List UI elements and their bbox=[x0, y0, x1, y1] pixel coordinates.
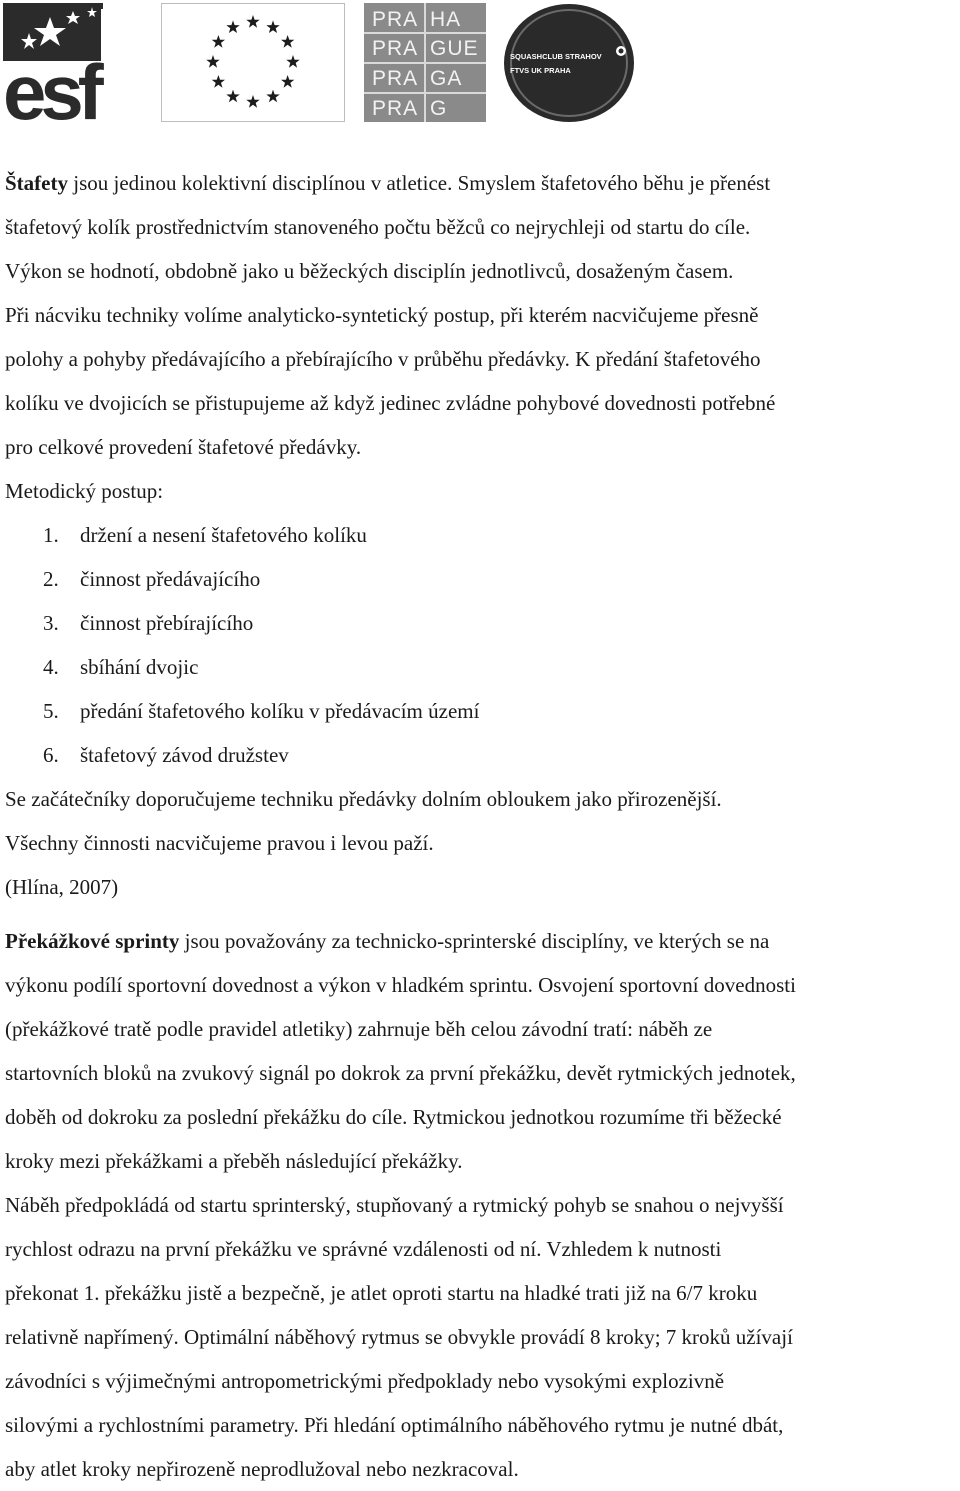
eu-star-icon bbox=[266, 20, 279, 33]
paragraph-line: relativně napřímený. Optimální náběhový rytmus se obvykle provádí 8 kroky; 7 kroků užívají bbox=[5, 1325, 793, 1349]
praha-divider bbox=[364, 92, 486, 94]
term-heading: Překážkové sprinty bbox=[5, 929, 180, 953]
paragraph-line: pro celkové provedení štafetové předávky. bbox=[5, 435, 362, 459]
praha-divider bbox=[364, 62, 486, 64]
list-number: 6. bbox=[43, 743, 59, 767]
paragraph-line: polohy a pohyby předávajícího a přebírajícího v průběhu předávky. K předání štafetového bbox=[5, 347, 761, 371]
paragraph-line: štafetový kolík prostřednictvím stanoveného počtu běžců co nejrychleji od startu do cíle. bbox=[5, 215, 751, 239]
eu-star-icon bbox=[212, 75, 225, 88]
paragraph-line: Se začátečníky doporučujeme techniku předávky dolním obloukem jako přirozenější. bbox=[5, 787, 722, 811]
praha-text: HA bbox=[430, 8, 462, 31]
eu-star-icon bbox=[212, 35, 225, 48]
eu-star-icon bbox=[246, 95, 259, 108]
praha-logo bbox=[364, 3, 486, 122]
eu-star-icon bbox=[246, 15, 259, 28]
praha-text: PRA bbox=[372, 67, 419, 90]
eu-star-icon bbox=[266, 90, 279, 103]
praha-row bbox=[364, 95, 486, 122]
paragraph-line: doběh od dokroku za poslední překážku do cíle. Rytmickou jednotkou rozumíme tři běžecké bbox=[5, 1105, 782, 1129]
paragraph-line: (překážkové tratě podle pravidel atletiky) zahrnuje běh celou závodní tratí: náběh ze bbox=[5, 1017, 713, 1041]
list-number: 3. bbox=[43, 611, 59, 635]
praha-text: PRA bbox=[372, 97, 419, 120]
eu-star-icon bbox=[281, 35, 294, 48]
eu-flag-logo bbox=[161, 3, 345, 122]
paragraph-line: startovních bloků na zvukový signál po dokrok za první překážku, devět rytmických jednotek, bbox=[5, 1061, 796, 1085]
squashclub-logo-graphic bbox=[503, 3, 635, 123]
praha-row bbox=[364, 65, 486, 92]
praha-text: PRA bbox=[372, 37, 419, 60]
paragraph-line: Výkon se hodnotí, obdobně jako u běžeckých disciplín jednotlivců, dosaženým časem. bbox=[5, 259, 734, 283]
eu-star-icon bbox=[206, 55, 219, 68]
paragraph-line bbox=[5, 919, 769, 963]
list-text: držení a nesení štafetového kolíku bbox=[80, 523, 367, 547]
squashclub-logo bbox=[503, 3, 635, 123]
list-text: štafetový závod družstev bbox=[80, 743, 289, 767]
list-text: činnost přebírajícího bbox=[80, 611, 254, 635]
paragraph-line: Při nácviku techniky volíme analyticko-syntetický postup, při kterém nacvičujeme přesně bbox=[5, 303, 759, 327]
paragraph-line: Všechny činnosti nacvičujeme pravou i levou paží. bbox=[5, 831, 434, 855]
praha-row bbox=[364, 6, 486, 33]
eu-star-icon bbox=[286, 55, 299, 68]
list-number: 1. bbox=[43, 523, 59, 547]
line-text: jsou jedinou kolektivní disciplínou v atletice. Smyslem štafetového běhu je přenést bbox=[67, 171, 771, 195]
list-text: sbíhání dvojic bbox=[80, 655, 199, 679]
esf-logo bbox=[3, 3, 142, 122]
list-text: předání štafetového kolíku v předávacím území bbox=[80, 699, 480, 723]
term-heading: Štafety bbox=[5, 171, 68, 195]
praha-text: G bbox=[430, 97, 448, 120]
list-heading: Metodický postup: bbox=[5, 479, 164, 503]
paragraph-line: překonat 1. překážku jistě a bezpečně, je atlet oproti startu na hladké trati již na 6/7 kroku bbox=[5, 1281, 758, 1305]
eu-star-icon bbox=[226, 20, 239, 33]
line-text: jsou považovány za technicko-sprinterské disciplíny, ve kterých se na bbox=[179, 929, 770, 953]
paragraph-line: závodníci s výjimečnými antropometrickými předpoklady nebo vysokými explozivně bbox=[5, 1369, 725, 1393]
paragraph-line: rychlost odrazu na první překážku ve správné vzdálenosti od ní. Vzhledem k nutnosti bbox=[5, 1237, 722, 1261]
eu-stars-icon bbox=[162, 4, 344, 121]
list-number: 2. bbox=[43, 567, 59, 591]
praha-row bbox=[364, 35, 486, 62]
logo-strip bbox=[0, 3, 960, 125]
eu-star-icon bbox=[226, 90, 239, 103]
paragraph-line: silovými a rychlostními parametry. Při hledání optimálního náběhového rytmu je nutné dbát, bbox=[5, 1413, 784, 1437]
eu-star-icon bbox=[281, 75, 294, 88]
paragraph-line bbox=[5, 161, 770, 205]
esf-wordmark: esf bbox=[3, 48, 98, 122]
list-number: 5. bbox=[43, 699, 59, 723]
paragraph-line: Náběh předpokládá od startu sprinterský, stupňovaný a rytmický pohyb se snahou o nejvyšší bbox=[5, 1193, 784, 1217]
praha-text: GUE bbox=[430, 37, 479, 60]
list-text: činnost předávajícího bbox=[80, 567, 261, 591]
praha-text: GA bbox=[430, 67, 463, 90]
paragraph-line: kolíku ve dvojicích se přistupujeme až když jedinec zvládne pohybové dovednosti potřebné bbox=[5, 391, 776, 415]
esf-logo-graphic bbox=[3, 3, 142, 122]
paragraph-line: výkonu podílí sportovní dovednost a výkon v hladkém sprintu. Osvojení sportovní dovednosti bbox=[5, 973, 796, 997]
squashclub-title: SQUASHCLUB STRAHOV bbox=[510, 52, 602, 61]
paragraph-line: aby atlet kroky nepřirozeně neprodlužoval nebo nezkracoval. bbox=[5, 1457, 519, 1481]
paragraph-line: kroky mezi překážkami a přeběh následující překážky. bbox=[5, 1149, 463, 1173]
praha-text: PRA bbox=[372, 8, 419, 31]
squashclub-subtitle: FTVS UK PRAHA bbox=[510, 66, 571, 75]
list-number: 4. bbox=[43, 655, 59, 679]
citation: (Hlína, 2007) bbox=[5, 875, 119, 899]
